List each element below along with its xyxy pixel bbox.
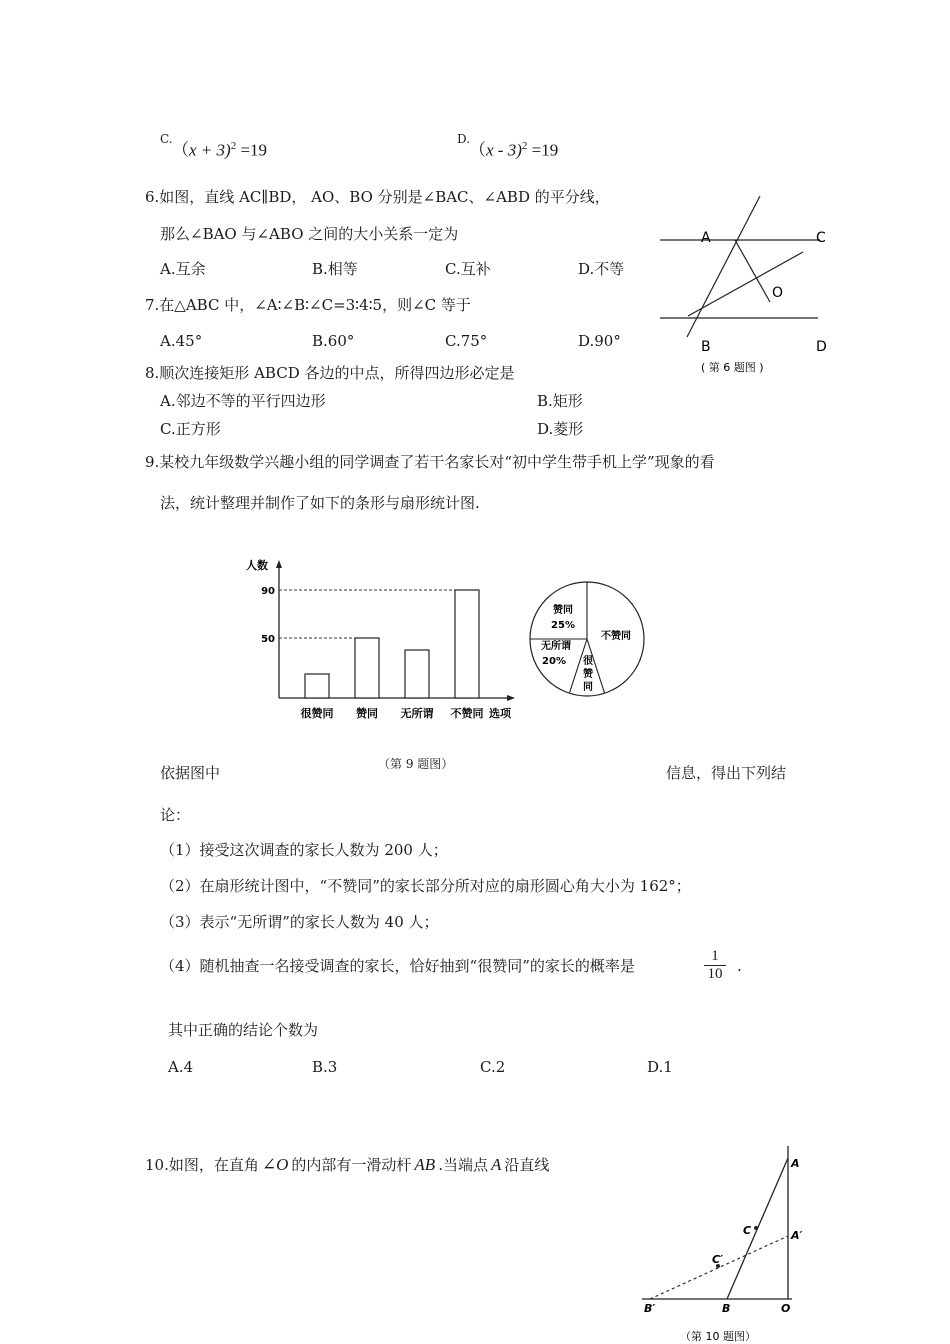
- bar-category-label: 很赞同: [300, 707, 334, 720]
- fraction-numerator: 1: [711, 948, 719, 964]
- q5-option-d-label: D.: [457, 132, 471, 146]
- q6-label-a: A: [701, 230, 711, 246]
- q9-option-b: B.3: [312, 1058, 338, 1076]
- q8-option-d: D.菱形: [537, 420, 584, 438]
- bar-category-label: 赞同: [356, 707, 378, 720]
- q10-point-c: [754, 1226, 758, 1230]
- bar-xlabel: 选项: [489, 707, 511, 720]
- q9-figure-caption: （第 9 题图）: [378, 757, 454, 771]
- q6-figure: [655, 190, 835, 380]
- q9-item-4-fraction: [704, 948, 726, 983]
- q10-text-b: 的内部有一滑动杆: [291, 1156, 412, 1174]
- q7-option-c: C.75°: [445, 332, 488, 350]
- q6-option-c: C.互补: [445, 260, 491, 278]
- q7-option-a: A.45°: [160, 332, 203, 350]
- q9-item-2: （2）在扇形统计图中，“不赞同”的家长部分所对应的扇形圆心角大小为 162°；: [160, 877, 691, 895]
- q10-label-b-prime: B′: [644, 1302, 656, 1315]
- q10-text-d: 沿直线: [504, 1156, 550, 1174]
- q8-option-b: B.矩形: [537, 392, 583, 410]
- q7-stem: 7.在△ABC 中，∠A∶∠B∶∠C=3∶4∶5，则∠C 等于: [145, 296, 471, 314]
- bar-0: [305, 674, 329, 698]
- q9-stem-line1: 9.某校九年级数学兴趣小组的同学调查了若干名家长对“初中学生带手机上学”现象的看: [145, 453, 715, 471]
- q6-label-c: C: [816, 230, 826, 246]
- bar-category-label: 无所谓: [400, 707, 434, 720]
- q9-option-c: C.2: [480, 1058, 506, 1076]
- pie-label-henzantong: [583, 654, 594, 693]
- q8-stem: 8.顺次连接矩形 ABCD 各边的中点，所得四边形必定是: [145, 364, 515, 382]
- q10-angle-o: ∠O: [261, 1155, 289, 1174]
- pie-label-wusuowei: 无所谓: [541, 641, 571, 652]
- bar-ylabel: 人数: [246, 559, 268, 572]
- q10-label-o: O: [781, 1302, 791, 1315]
- q6-label-d: D: [816, 339, 827, 355]
- q7-option-d: D.90°: [578, 332, 621, 350]
- q7-option-b: B.60°: [312, 332, 355, 350]
- q10-label-c: C: [743, 1224, 752, 1237]
- q9-item-1: （1）接受这次调查的家长人数为 200 人；: [160, 841, 448, 859]
- bar-3: [455, 590, 479, 698]
- q6-option-a: A.互余: [160, 260, 206, 278]
- q9-item-3: （3）表示“无所谓”的家长人数为 40 人；: [160, 913, 439, 931]
- q6-line-ao: [735, 240, 770, 302]
- pie-percent-wusuowei: 20%: [542, 656, 566, 667]
- q10-label-a-prime: A′: [791, 1229, 803, 1242]
- q8-option-c: C.正方形: [160, 420, 221, 438]
- q10-stem: [145, 1155, 549, 1175]
- bar-y-arrow: [276, 560, 282, 568]
- q10-label-b: B: [722, 1302, 731, 1315]
- bar-1: [355, 638, 379, 698]
- q6-stem-line1: 6.如图，直线 AC∥BD， AO、BO 分别是∠BAC、∠ABD 的平分线，: [145, 188, 610, 206]
- q6-stem-line2: 那么∠BAO 与∠ABO 之间的大小关系一定为: [160, 225, 459, 243]
- q9-item-4-end: .: [737, 957, 742, 975]
- q9-bar-chart: [230, 550, 525, 730]
- q9-option-d: D.1: [647, 1058, 673, 1076]
- q5-option-d-expression: （x - 3)$^2$ =19: [469, 140, 559, 160]
- q8-option-a: A.邻边不等的平行四边形: [160, 392, 326, 410]
- q6-option-b: B.相等: [312, 260, 358, 278]
- q10-rod-ab: AB: [414, 1155, 436, 1174]
- q6-label-o: O: [772, 285, 784, 301]
- q5-option-c-expression: （x + 3)$^2$ =19: [172, 140, 268, 160]
- q10-label-a: A: [791, 1157, 800, 1170]
- q6-label-b: B: [701, 339, 711, 355]
- q9-question: 其中正确的结论个数为: [168, 1021, 319, 1039]
- q9-pie-chart: [528, 580, 646, 698]
- q6-option-d: D.不等: [578, 260, 625, 278]
- q9-conclusion-right: 信息，得出下列结: [666, 764, 787, 782]
- q6-figure-caption: ( 第 6 题图 ): [701, 361, 764, 374]
- q10-figure-caption: （第 10 题图）: [680, 1330, 756, 1343]
- bar-ytick-label: 90: [261, 586, 275, 597]
- pie-henzantong-char: 很: [583, 656, 593, 667]
- bar-x-arrow: [507, 695, 515, 701]
- bar-ytick-label: 50: [261, 634, 275, 645]
- q10-text-a: 10.如图，在直角: [145, 1156, 259, 1174]
- q9-item-4: （4）随机抽查一名接受调查的家长，恰好抽到“很赞同”的家长的概率是: [160, 957, 635, 975]
- q6-line-ab: [687, 196, 760, 337]
- bar-2: [405, 650, 429, 698]
- fraction-denominator: 10: [704, 965, 726, 983]
- pie-label-zantong: 赞同: [553, 605, 573, 616]
- q5-option-c-label: C.: [160, 132, 173, 146]
- q10-label-c-prime: C′: [712, 1253, 723, 1266]
- q9-conclusion-end: 论：: [160, 806, 191, 824]
- q9-option-a: A.4: [168, 1058, 194, 1076]
- q10-text-c: .当端点: [438, 1156, 488, 1174]
- bar-category-label: 不赞同: [450, 707, 484, 720]
- pie-label-buzantong: 不赞同: [601, 631, 631, 642]
- q10-figure: [630, 1140, 820, 1344]
- pie-henzantong-char: 同: [583, 682, 593, 693]
- q6-line-bo: [688, 252, 803, 316]
- q10-point-a: A: [490, 1155, 502, 1174]
- q9-stem-line2: 法，统计整理并制作了如下的条形与扇形统计图.: [160, 494, 480, 512]
- pie-percent-zantong: 25%: [551, 620, 575, 631]
- pie-henzantong-char: 赞: [583, 669, 593, 680]
- q9-conclusion-left: 依据图中: [160, 764, 221, 782]
